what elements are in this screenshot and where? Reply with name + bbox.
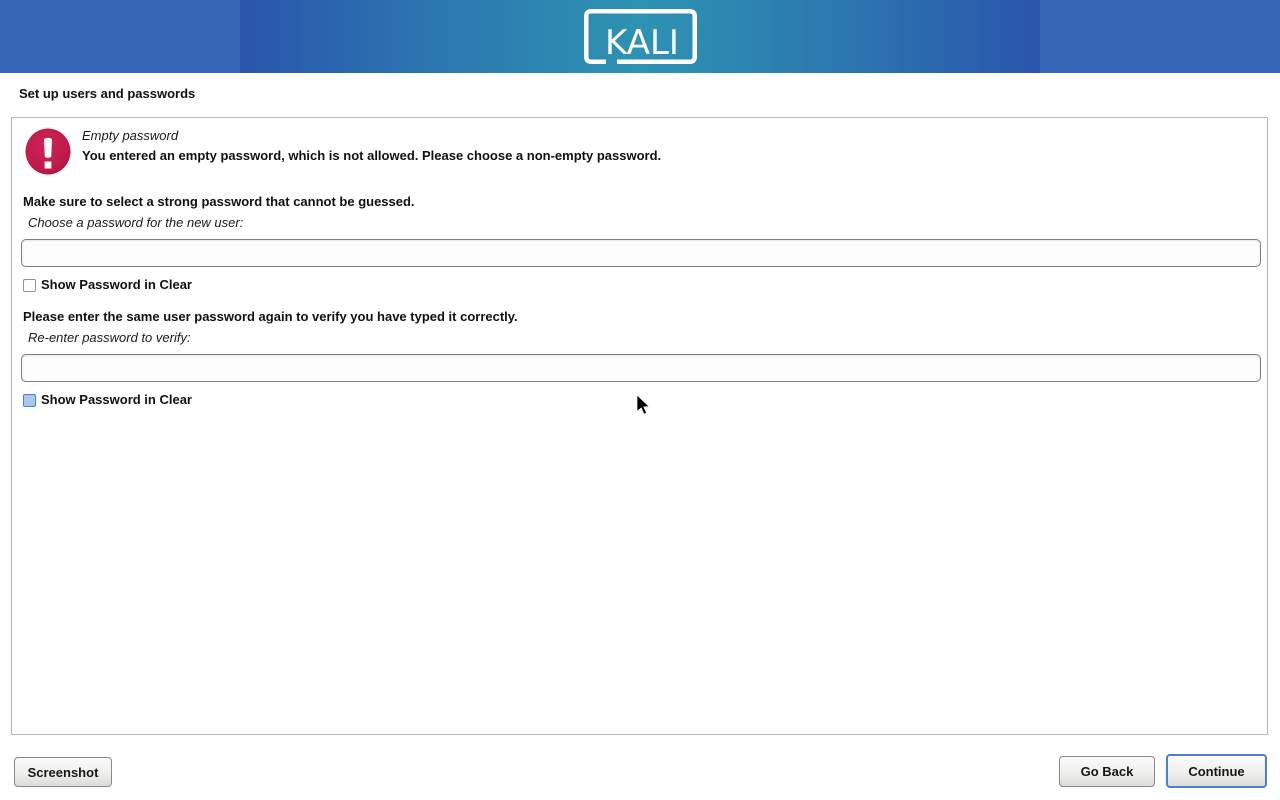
go-back-button-label: Go Back <box>1080 764 1134 779</box>
go-back-button[interactable] <box>1059 756 1155 787</box>
error-exclamation-icon <box>25 128 71 175</box>
verify-field-label: Re-enter password to verify: <box>28 330 191 345</box>
verify-password-input[interactable] <box>21 354 1261 382</box>
page-title: Set up users and passwords <box>19 86 196 101</box>
verify-prompt: Please enter the same user password again to verify you have typed it correctly. <box>23 309 518 324</box>
show-password-checkbox[interactable] <box>23 279 36 292</box>
continue-button-label: Continue <box>1188 763 1245 779</box>
password-prompt: Make sure to select a strong password that cannot be guessed. <box>23 194 415 209</box>
password-field-label: Choose a password for the new user: <box>28 215 244 230</box>
show-password-checkbox-label[interactable]: Show Password in Clear <box>41 277 192 292</box>
error-message: You entered an empty password, which is not allowed. Please choose a non-empty password. <box>82 148 662 163</box>
show-password-verify-checkbox-label[interactable]: Show Password in Clear <box>41 392 192 407</box>
continue-button[interactable] <box>1166 754 1267 788</box>
kali-logo-text: KALI <box>605 23 679 63</box>
content-frame <box>11 117 1268 735</box>
screenshot-button-label: Screenshot <box>27 764 99 780</box>
installer-banner <box>0 0 1280 73</box>
screenshot-button[interactable] <box>14 757 112 787</box>
kali-logo-icon <box>584 9 697 64</box>
password-input[interactable] <box>21 239 1261 267</box>
error-title: Empty password <box>82 128 179 143</box>
show-password-verify-checkbox[interactable] <box>23 394 36 407</box>
mouse-cursor-icon <box>637 395 650 415</box>
